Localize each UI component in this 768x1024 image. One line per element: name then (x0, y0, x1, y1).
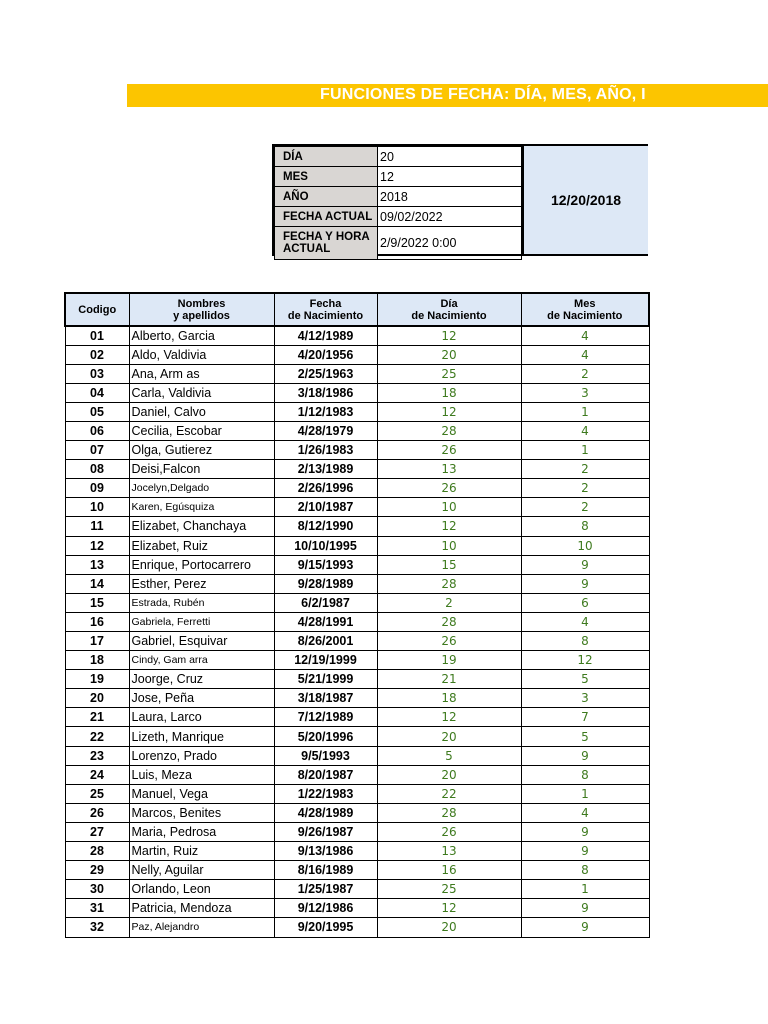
cell-fecha-nacimiento[interactable]: 4/28/1989 (274, 803, 377, 822)
column-header-dia[interactable] (377, 293, 521, 326)
table-row (65, 498, 649, 517)
cell-dia-nacimiento[interactable]: 20 (377, 918, 521, 937)
table-row (65, 460, 649, 479)
cell-mes-nacimiento[interactable]: 4 (521, 326, 649, 345)
cell-dia-nacimiento[interactable]: 28 (377, 612, 521, 631)
cell-codigo[interactable]: 05 (65, 402, 129, 421)
cell-dia-nacimiento[interactable]: 20 (377, 727, 521, 746)
cell-dia-nacimiento[interactable]: 12 (377, 517, 521, 536)
cell-mes-nacimiento[interactable]: 1 (521, 402, 649, 421)
cell-fecha-nacimiento[interactable]: 1/26/1983 (274, 441, 377, 460)
header-text: Día de Nacimiento (411, 297, 487, 322)
cell-codigo[interactable]: 15 (65, 593, 129, 612)
column-header-codigo[interactable]: Codigo (65, 293, 129, 326)
table-row (65, 651, 649, 670)
cell-codigo[interactable]: 31 (65, 899, 129, 918)
table-row (65, 383, 649, 402)
table-row (65, 441, 649, 460)
summary-value[interactable]: 2018 (378, 187, 522, 207)
cell-mes-nacimiento[interactable]: 2 (521, 498, 649, 517)
cell-dia-nacimiento[interactable]: 26 (377, 822, 521, 841)
cell-nombre[interactable]: Cindy, Gam arra (129, 651, 274, 670)
cell-mes-nacimiento[interactable]: 1 (521, 441, 649, 460)
cell-nombre[interactable]: Gabriela, Ferretti (129, 612, 274, 631)
summary-label: FECHA Y HORA ACTUAL (275, 227, 378, 260)
cell-codigo[interactable]: 27 (65, 822, 129, 841)
cell-codigo[interactable]: 21 (65, 708, 129, 727)
cell-nombre[interactable]: Alberto, Garcia (129, 326, 274, 345)
cell-nombre[interactable]: Elizabet, Chanchaya (129, 517, 274, 536)
cell-nombre[interactable]: Lorenzo, Prado (129, 746, 274, 765)
table-row (65, 746, 649, 765)
cell-nombre[interactable]: Deisi,Falcon (129, 460, 274, 479)
cell-fecha-nacimiento[interactable]: 1/22/1983 (274, 784, 377, 803)
cell-mes-nacimiento[interactable]: 1 (521, 784, 649, 803)
cell-codigo[interactable]: 10 (65, 498, 129, 517)
cell-dia-nacimiento[interactable]: 2 (377, 593, 521, 612)
cell-codigo[interactable]: 01 (65, 326, 129, 345)
cell-nombre[interactable]: Marcos, Benites (129, 803, 274, 822)
cell-fecha-nacimiento[interactable]: 4/28/1979 (274, 421, 377, 440)
cell-mes-nacimiento[interactable]: 4 (521, 345, 649, 364)
table-row (65, 479, 649, 498)
cell-mes-nacimiento[interactable]: 5 (521, 670, 649, 689)
date-summary-table (274, 146, 522, 260)
summary-row-dia (275, 147, 522, 167)
cell-fecha-nacimiento[interactable]: 9/15/1993 (274, 555, 377, 574)
cell-nombre[interactable]: Jocelyn,Delgado (129, 479, 274, 498)
summary-row-ano (275, 187, 522, 207)
table-row (65, 822, 649, 841)
cell-fecha-nacimiento[interactable]: 8/26/2001 (274, 632, 377, 651)
cell-nombre[interactable]: Lizeth, Manrique (129, 727, 274, 746)
cell-fecha-nacimiento[interactable]: 10/10/1995 (274, 536, 377, 555)
table-row (65, 803, 649, 822)
table-row (65, 880, 649, 899)
summary-value[interactable]: 20 (378, 147, 522, 167)
table-row (65, 784, 649, 803)
table-row (65, 593, 649, 612)
cell-mes-nacimiento[interactable]: 12 (521, 651, 649, 670)
cell-fecha-nacimiento[interactable]: 4/20/1956 (274, 345, 377, 364)
cell-dia-nacimiento[interactable]: 18 (377, 689, 521, 708)
cell-fecha-nacimiento[interactable]: 5/21/1999 (274, 670, 377, 689)
cell-codigo[interactable]: 20 (65, 689, 129, 708)
summary-value[interactable]: 2/9/2022 0:00 (378, 227, 522, 260)
page-title: FUNCIONES DE FECHA: DÍA, MES, AÑO, I (320, 86, 646, 103)
cell-dia-nacimiento[interactable]: 21 (377, 670, 521, 689)
cell-codigo[interactable]: 22 (65, 727, 129, 746)
table-row (65, 689, 649, 708)
table-row (65, 517, 649, 536)
table-row (65, 670, 649, 689)
cell-dia-nacimiento[interactable]: 12 (377, 899, 521, 918)
table-row (65, 727, 649, 746)
cell-mes-nacimiento[interactable]: 8 (521, 765, 649, 784)
cell-dia-nacimiento[interactable]: 26 (377, 441, 521, 460)
cell-codigo[interactable]: 16 (65, 612, 129, 631)
cell-mes-nacimiento[interactable]: 9 (521, 555, 649, 574)
cell-codigo[interactable]: 24 (65, 765, 129, 784)
table-row (65, 536, 649, 555)
cell-fecha-nacimiento[interactable]: 5/20/1996 (274, 727, 377, 746)
cell-mes-nacimiento[interactable]: 8 (521, 517, 649, 536)
cell-nombre[interactable]: Daniel, Calvo (129, 402, 274, 421)
cell-nombre[interactable]: Laura, Larco (129, 708, 274, 727)
cell-fecha-nacimiento[interactable]: 9/20/1995 (274, 918, 377, 937)
cell-mes-nacimiento[interactable]: 3 (521, 689, 649, 708)
summary-row-fecha-actual (275, 207, 522, 227)
cell-nombre[interactable]: Martin, Ruiz (129, 842, 274, 861)
table-row (65, 574, 649, 593)
cell-dia-nacimiento[interactable]: 26 (377, 479, 521, 498)
cell-fecha-nacimiento[interactable]: 2/25/1963 (274, 364, 377, 383)
cell-mes-nacimiento[interactable]: 4 (521, 421, 649, 440)
table-row (65, 899, 649, 918)
column-header-mes[interactable] (521, 293, 649, 326)
cell-fecha-nacimiento[interactable]: 8/16/1989 (274, 861, 377, 880)
cell-fecha-nacimiento[interactable]: 2/10/1987 (274, 498, 377, 517)
summary-row-mes (275, 167, 522, 187)
cell-mes-nacimiento[interactable]: 1 (521, 880, 649, 899)
cell-mes-nacimiento[interactable]: 8 (521, 861, 649, 880)
summary-row-fecha-hora (275, 227, 522, 260)
cell-codigo[interactable]: 07 (65, 441, 129, 460)
cell-fecha-nacimiento[interactable]: 8/12/1990 (274, 517, 377, 536)
cell-fecha-nacimiento[interactable]: 9/12/1986 (274, 899, 377, 918)
summary-label: AÑO (275, 187, 378, 207)
cell-codigo[interactable]: 13 (65, 555, 129, 574)
cell-dia-nacimiento[interactable]: 19 (377, 651, 521, 670)
cell-dia-nacimiento[interactable]: 12 (377, 708, 521, 727)
cell-dia-nacimiento[interactable]: 12 (377, 326, 521, 345)
column-header-nombres[interactable] (129, 293, 274, 326)
cell-mes-nacimiento[interactable]: 10 (521, 536, 649, 555)
cell-nombre[interactable]: Ana, Arm as (129, 364, 274, 383)
summary-value[interactable]: 09/02/2022 (378, 207, 522, 227)
cell-nombre[interactable]: Paz, Alejandro (129, 918, 274, 937)
summary-label: MES (275, 167, 378, 187)
header-text: Fecha de Nacimiento (287, 297, 364, 322)
cell-codigo[interactable]: 12 (65, 536, 129, 555)
summary-value[interactable]: 12 (378, 167, 522, 187)
cell-nombre[interactable]: Cecilia, Escobar (129, 421, 274, 440)
cell-fecha-nacimiento[interactable]: 3/18/1987 (274, 689, 377, 708)
cell-codigo[interactable]: 23 (65, 746, 129, 765)
cell-dia-nacimiento[interactable]: 13 (377, 842, 521, 861)
cell-fecha-nacimiento[interactable]: 1/25/1987 (274, 880, 377, 899)
cell-dia-nacimiento[interactable]: 28 (377, 803, 521, 822)
cell-dia-nacimiento[interactable]: 20 (377, 345, 521, 364)
column-header-fecha[interactable] (274, 293, 377, 326)
cell-fecha-nacimiento[interactable]: 9/26/1987 (274, 822, 377, 841)
table-row (65, 421, 649, 440)
cell-mes-nacimiento[interactable]: 7 (521, 708, 649, 727)
cell-mes-nacimiento[interactable]: 2 (521, 460, 649, 479)
cell-mes-nacimiento[interactable]: 3 (521, 383, 649, 402)
table-row (65, 555, 649, 574)
cell-mes-nacimiento[interactable]: 9 (521, 842, 649, 861)
cell-dia-nacimiento[interactable]: 10 (377, 498, 521, 517)
cell-fecha-nacimiento[interactable]: 6/2/1987 (274, 593, 377, 612)
table-row (65, 765, 649, 784)
cell-codigo[interactable]: 18 (65, 651, 129, 670)
cell-dia-nacimiento[interactable]: 13 (377, 460, 521, 479)
cell-fecha-nacimiento[interactable]: 9/28/1989 (274, 574, 377, 593)
cell-nombre[interactable]: Nelly, Aguilar (129, 861, 274, 880)
cell-dia-nacimiento[interactable]: 26 (377, 632, 521, 651)
header-text: Mes de Nacimiento (547, 297, 623, 322)
cell-codigo[interactable]: 17 (65, 632, 129, 651)
table-row (65, 612, 649, 631)
cell-nombre[interactable]: Patricia, Mendoza (129, 899, 274, 918)
cell-dia-nacimiento[interactable]: 12 (377, 402, 521, 421)
summary-label: DÍA (275, 147, 378, 167)
cell-nombre[interactable]: Orlando, Leon (129, 880, 274, 899)
cell-codigo[interactable]: 03 (65, 364, 129, 383)
cell-codigo[interactable]: 02 (65, 345, 129, 364)
cell-mes-nacimiento[interactable]: 9 (521, 746, 649, 765)
cell-fecha-nacimiento[interactable]: 7/12/1989 (274, 708, 377, 727)
cell-nombre[interactable]: Karen, Egúsquiza (129, 498, 274, 517)
cell-nombre[interactable]: Gabriel, Esquivar (129, 632, 274, 651)
cell-nombre[interactable]: Manuel, Vega (129, 784, 274, 803)
table-row (65, 402, 649, 421)
cell-mes-nacimiento[interactable]: 9 (521, 899, 649, 918)
cell-dia-nacimiento[interactable]: 18 (377, 383, 521, 402)
cell-codigo[interactable]: 32 (65, 918, 129, 937)
cell-codigo[interactable]: 14 (65, 574, 129, 593)
cell-mes-nacimiento[interactable]: 9 (521, 574, 649, 593)
cell-fecha-nacimiento[interactable]: 8/20/1987 (274, 765, 377, 784)
cell-fecha-nacimiento[interactable]: 4/12/1989 (274, 326, 377, 345)
table-header-row (65, 293, 649, 326)
cell-fecha-nacimiento[interactable]: 9/5/1993 (274, 746, 377, 765)
cell-fecha-nacimiento[interactable]: 9/13/1986 (274, 842, 377, 861)
cell-dia-nacimiento[interactable]: 28 (377, 574, 521, 593)
cell-dia-nacimiento[interactable]: 20 (377, 765, 521, 784)
cell-dia-nacimiento[interactable]: 10 (377, 536, 521, 555)
header-text: Nombres y apellidos (173, 297, 230, 322)
date-summary-block (272, 144, 648, 256)
table-body (65, 326, 649, 937)
table-row (65, 632, 649, 651)
date-result-cell[interactable]: 12/20/2018 (522, 146, 648, 254)
cell-fecha-nacimiento[interactable]: 4/28/1991 (274, 612, 377, 631)
cell-mes-nacimiento[interactable]: 5 (521, 727, 649, 746)
summary-label: FECHA ACTUAL (275, 207, 378, 227)
table-row (65, 861, 649, 880)
cell-nombre[interactable]: Aldo, Valdivia (129, 345, 274, 364)
cell-nombre[interactable]: Olga, Gutierez (129, 441, 274, 460)
cell-codigo[interactable]: 19 (65, 670, 129, 689)
cell-fecha-nacimiento[interactable]: 2/26/1996 (274, 479, 377, 498)
cell-nombre[interactable]: Joorge, Cruz (129, 670, 274, 689)
cell-codigo[interactable]: 09 (65, 479, 129, 498)
cell-nombre[interactable]: Esther, Perez (129, 574, 274, 593)
table-row (65, 345, 649, 364)
cell-codigo[interactable]: 28 (65, 842, 129, 861)
birthdays-table (64, 292, 650, 938)
cell-mes-nacimiento[interactable]: 8 (521, 632, 649, 651)
table-row (65, 842, 649, 861)
cell-mes-nacimiento[interactable]: 4 (521, 803, 649, 822)
cell-mes-nacimiento[interactable]: 2 (521, 364, 649, 383)
cell-codigo[interactable]: 04 (65, 383, 129, 402)
cell-fecha-nacimiento[interactable]: 2/13/1989 (274, 460, 377, 479)
cell-codigo[interactable]: 08 (65, 460, 129, 479)
cell-codigo[interactable]: 25 (65, 784, 129, 803)
cell-codigo[interactable]: 26 (65, 803, 129, 822)
cell-dia-nacimiento[interactable]: 5 (377, 746, 521, 765)
cell-nombre[interactable]: Jose, Peña (129, 689, 274, 708)
cell-nombre[interactable]: Estrada, Rubén (129, 593, 274, 612)
cell-mes-nacimiento[interactable]: 9 (521, 822, 649, 841)
cell-nombre[interactable]: Maria, Pedrosa (129, 822, 274, 841)
cell-codigo[interactable]: 29 (65, 861, 129, 880)
cell-dia-nacimiento[interactable]: 28 (377, 421, 521, 440)
cell-nombre[interactable]: Carla, Valdivia (129, 383, 274, 402)
cell-dia-nacimiento[interactable]: 25 (377, 364, 521, 383)
cell-codigo[interactable]: 06 (65, 421, 129, 440)
title-banner (127, 84, 768, 107)
cell-dia-nacimiento[interactable]: 25 (377, 880, 521, 899)
cell-nombre[interactable]: Luis, Meza (129, 765, 274, 784)
cell-nombre[interactable]: Elizabet, Ruiz (129, 536, 274, 555)
cell-dia-nacimiento[interactable]: 16 (377, 861, 521, 880)
cell-codigo[interactable]: 11 (65, 517, 129, 536)
cell-codigo[interactable]: 30 (65, 880, 129, 899)
table-row (65, 364, 649, 383)
cell-mes-nacimiento[interactable]: 6 (521, 593, 649, 612)
cell-fecha-nacimiento[interactable]: 3/18/1986 (274, 383, 377, 402)
cell-dia-nacimiento[interactable]: 22 (377, 784, 521, 803)
cell-mes-nacimiento[interactable]: 2 (521, 479, 649, 498)
cell-fecha-nacimiento[interactable]: 1/12/1983 (274, 402, 377, 421)
cell-fecha-nacimiento[interactable]: 12/19/1999 (274, 651, 377, 670)
table-row (65, 918, 649, 937)
cell-nombre[interactable]: Enrique, Portocarrero (129, 555, 274, 574)
cell-mes-nacimiento[interactable]: 4 (521, 612, 649, 631)
cell-mes-nacimiento[interactable]: 9 (521, 918, 649, 937)
table-row (65, 708, 649, 727)
table-row (65, 326, 649, 345)
cell-dia-nacimiento[interactable]: 15 (377, 555, 521, 574)
